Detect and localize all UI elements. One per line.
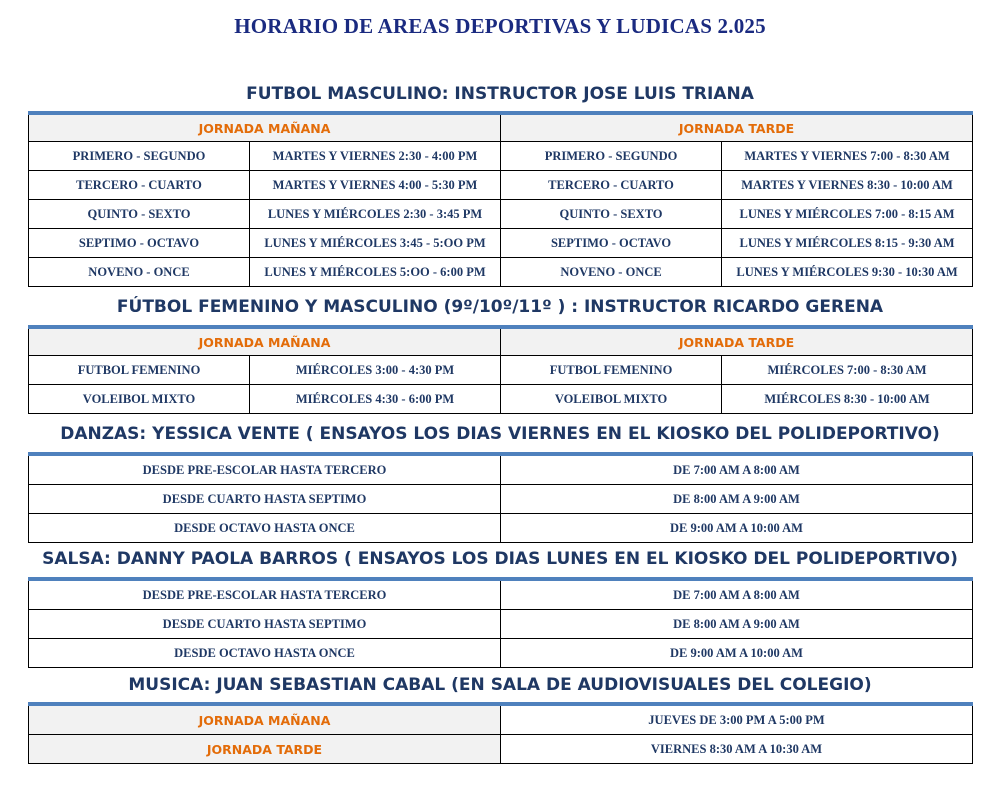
header-jornada-tarde: JORNADA TARDE	[501, 327, 973, 356]
time-cell: DE 7:00 AM A 8:00 AM	[501, 579, 973, 610]
time-cell: DE 8:00 AM A 9:00 AM	[501, 610, 973, 639]
schedule-cell: MIÉRCOLES 8:30 - 10:00 AM	[722, 385, 973, 414]
jornada-tarde-cell: JORNADA TARDE	[29, 735, 501, 764]
table-row	[29, 704, 973, 735]
grade-range-cell: DESDE OCTAVO HASTA ONCE	[29, 639, 501, 668]
activity-cell: VOLEIBOL MIXTO	[501, 385, 722, 414]
futbol-femenino-table	[28, 325, 973, 414]
grade-range-cell: DESDE PRE-ESCOLAR HASTA TERCERO	[29, 579, 501, 610]
schedule-cell: LUNES Y MIÉRCOLES 3:45 - 5:OO PM	[250, 229, 501, 258]
schedule-cell: MARTES Y VIERNES 8:30 - 10:00 AM	[722, 171, 973, 200]
jornada-manana-cell: JORNADA MAÑANA	[29, 704, 501, 735]
table-row	[29, 579, 973, 610]
table-row	[29, 485, 973, 514]
schedule-cell: MIÉRCOLES 4:30 - 6:00 PM	[250, 385, 501, 414]
activity-cell: FUTBOL FEMENINO	[29, 356, 250, 385]
table-row	[29, 171, 973, 200]
table-row	[29, 258, 973, 287]
futbol-masculino-table	[28, 111, 973, 287]
schedule-cell: LUNES Y MIÉRCOLES 9:30 - 10:30 AM	[722, 258, 973, 287]
activity-cell: VOLEIBOL MIXTO	[29, 385, 250, 414]
danzas-title: DANZAS: YESSICA VENTE ( ENSAYOS LOS DIAS VIERNES EN EL KIOSKO DEL POLIDEPORTIVO)	[60, 424, 940, 444]
header-jornada-tarde: JORNADA TARDE	[501, 113, 973, 142]
schedule-cell: MARTES Y VIERNES 7:00 - 8:30 AM	[722, 142, 973, 171]
schedule-cell: LUNES Y MIÉRCOLES 2:30 - 3:45 PM	[250, 200, 501, 229]
time-cell: DE 8:00 AM A 9:00 AM	[501, 485, 973, 514]
time-cell: JUEVES DE 3:00 PM A 5:00 PM	[501, 704, 973, 735]
grade-cell: QUINTO - SEXTO	[501, 200, 722, 229]
schedule-cell: MIÉRCOLES 3:00 - 4:30 PM	[250, 356, 501, 385]
time-cell: DE 7:00 AM A 8:00 AM	[501, 454, 973, 485]
time-cell: DE 9:00 AM A 10:00 AM	[501, 639, 973, 668]
table-row	[29, 735, 973, 764]
table-row	[29, 356, 973, 385]
grade-range-cell: DESDE PRE-ESCOLAR HASTA TERCERO	[29, 454, 501, 485]
schedule-cell: LUNES Y MIÉRCOLES 5:OO - 6:00 PM	[250, 258, 501, 287]
grade-cell: QUINTO - SEXTO	[29, 200, 250, 229]
grade-cell: TERCERO - CUARTO	[501, 171, 722, 200]
time-cell: DE 9:00 AM A 10:00 AM	[501, 514, 973, 543]
schedule-cell: LUNES Y MIÉRCOLES 7:00 - 8:15 AM	[722, 200, 973, 229]
futbol-femenino-title: FÚTBOL FEMENINO Y MASCULINO (9º/10º/11º ) : INSTRUCTOR RICARDO GERENA	[116, 297, 884, 317]
musica-title: MUSICA: JUAN SEBASTIAN CABAL (EN SALA DE AUDIOVISUALES DEL COLEGIO)	[128, 675, 872, 695]
schedule-cell: MARTES Y VIERNES 2:30 - 4:00 PM	[250, 142, 501, 171]
salsa-table	[28, 577, 973, 668]
table-row	[29, 639, 973, 668]
grade-cell: NOVENO - ONCE	[501, 258, 722, 287]
activity-cell: FUTBOL FEMENINO	[501, 356, 722, 385]
grade-cell: SEPTIMO - OCTAVO	[29, 229, 250, 258]
schedule-cell: MARTES Y VIERNES 4:00 - 5:30 PM	[250, 171, 501, 200]
musica-table	[28, 702, 973, 764]
table-row	[29, 229, 973, 258]
table-row	[29, 200, 973, 229]
table-header-row	[29, 113, 973, 142]
header-jornada-manana: JORNADA MAÑANA	[29, 113, 501, 142]
schedule-cell: LUNES Y MIÉRCOLES 8:15 - 9:30 AM	[722, 229, 973, 258]
danzas-table	[28, 452, 973, 543]
time-cell: VIERNES 8:30 AM A 10:30 AM	[501, 735, 973, 764]
table-row	[29, 514, 973, 543]
table-header-row	[29, 327, 973, 356]
table-row	[29, 454, 973, 485]
grade-cell: TERCERO - CUARTO	[29, 171, 250, 200]
grade-cell: SEPTIMO - OCTAVO	[501, 229, 722, 258]
table-row	[29, 385, 973, 414]
table-row	[29, 142, 973, 171]
page-title: HORARIO DE AREAS DEPORTIVAS Y LUDICAS 2.025	[234, 14, 766, 38]
grade-range-cell: DESDE OCTAVO HASTA ONCE	[29, 514, 501, 543]
table-row	[29, 610, 973, 639]
grade-cell: NOVENO - ONCE	[29, 258, 250, 287]
salsa-title: SALSA: DANNY PAOLA BARROS ( ENSAYOS LOS DIAS LUNES EN EL KIOSKO DEL POLIDEPORTIVO)	[42, 549, 958, 569]
grade-range-cell: DESDE CUARTO HASTA SEPTIMO	[29, 610, 501, 639]
futbol-masculino-title: FUTBOL MASCULINO: INSTRUCTOR JOSE LUIS TRIANA	[246, 84, 754, 104]
grade-cell: PRIMERO - SEGUNDO	[29, 142, 250, 171]
schedule-cell: MIÉRCOLES 7:00 - 8:30 AM	[722, 356, 973, 385]
grade-cell: PRIMERO - SEGUNDO	[501, 142, 722, 171]
grade-range-cell: DESDE CUARTO HASTA SEPTIMO	[29, 485, 501, 514]
header-jornada-manana: JORNADA MAÑANA	[29, 327, 501, 356]
